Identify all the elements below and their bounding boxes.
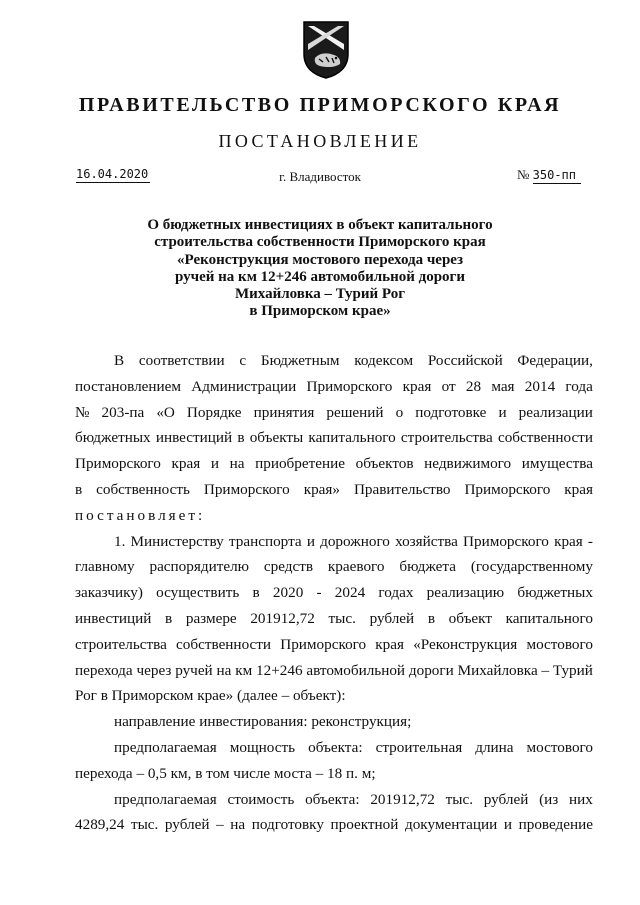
body-word: Приморского <box>280 635 367 653</box>
body-word: на <box>230 816 246 834</box>
body-line <box>75 735 593 761</box>
body-word: дорожного <box>320 532 390 550</box>
body-word: предполагаемая <box>114 790 217 808</box>
body-word: мостового <box>526 635 593 653</box>
body-word: главному <box>75 558 135 576</box>
body-word: осуществить <box>156 584 240 602</box>
heading-line: О бюджетных инвестициях в объект капитального <box>147 217 493 233</box>
body-word: Приморского <box>463 532 549 550</box>
body-word: имущества <box>521 455 593 473</box>
document-heading <box>110 217 530 321</box>
heading-line: в Приморском крае» <box>249 303 391 320</box>
body-line <box>75 658 593 684</box>
body-word: года <box>565 377 593 395</box>
body-word: края <box>402 377 432 395</box>
body-word: Администрации <box>191 377 297 395</box>
body-word: Приморского <box>75 455 161 473</box>
body-word: в <box>252 584 260 602</box>
body-line <box>75 761 593 787</box>
body-line <box>75 709 593 735</box>
body-word: капитального <box>308 429 396 447</box>
body-word: края <box>375 635 404 653</box>
body-word: соответствии <box>138 352 225 369</box>
heading-line: Михайловка – Турий Рог <box>234 286 406 303</box>
body-word: объекты <box>249 429 304 447</box>
body-word: рублей <box>369 609 415 627</box>
heading-line: «Реконструкция мостового перехода через <box>177 251 463 268</box>
body-word: документации <box>404 816 498 834</box>
document-date: 16.04.2020 <box>76 167 149 181</box>
body-word: Федерации, <box>517 352 593 369</box>
body-word: 28 <box>465 377 482 395</box>
body-word: края <box>564 480 593 498</box>
body-word: Приморского <box>464 480 551 498</box>
body-word: на <box>216 661 232 679</box>
heading-line: строительства собственности Приморского края <box>154 234 486 251</box>
body-word: Министерству <box>130 532 224 550</box>
body-line <box>75 400 593 426</box>
document-city: г. Владивосток <box>279 169 361 184</box>
body-word: объекта: <box>308 738 363 756</box>
body-word: с <box>239 352 247 369</box>
body-word: проектной <box>330 816 399 834</box>
body-word: Приморского <box>203 480 290 498</box>
body-word: Приморского <box>306 377 393 395</box>
body-word: реализации <box>518 403 593 421</box>
body-word: 1. <box>114 532 126 550</box>
document-number <box>517 167 581 184</box>
body-word: «Реконструкция <box>413 635 518 653</box>
coat-of-arms-icon <box>300 20 352 80</box>
body-word: бюджетных <box>517 584 593 602</box>
document-type: ПОСТАНОВЛЕНИЕ <box>218 131 422 151</box>
body-word: предполагаемая <box>114 738 217 756</box>
body-word: кодексом <box>354 352 414 369</box>
body-word: них <box>569 790 593 808</box>
body-word: перехода – 0,5 км, в том числе моста – 18 п. м; <box>75 764 376 782</box>
body-word: 2024 <box>334 584 366 602</box>
body-word: – <box>541 661 550 679</box>
body-word: размере <box>185 609 237 627</box>
body-word: Правительство <box>353 480 451 498</box>
body-line <box>75 477 593 503</box>
body-line <box>75 632 593 658</box>
body-word: в <box>427 609 435 627</box>
body-word: Михайловка <box>457 661 538 679</box>
body-word: края <box>171 455 201 473</box>
heading-line: ручей на км 12+246 автомобильной дороги <box>175 268 465 285</box>
body-word: 2014 <box>524 377 556 395</box>
body-word: средств <box>263 558 314 576</box>
body-word: – <box>216 816 224 834</box>
body-word: бюджета <box>399 558 456 576</box>
body-word: инвестиций <box>155 429 233 447</box>
body-word: постановляет: <box>75 506 206 524</box>
body-word: Турий <box>552 661 593 679</box>
body-line <box>75 451 593 477</box>
body-line <box>75 425 593 451</box>
body-word: края» <box>303 480 340 498</box>
body-word: - <box>316 584 322 602</box>
body-word: рублей <box>483 790 529 808</box>
body-word: объектов <box>355 455 414 473</box>
body-word: 12+246 <box>256 661 303 679</box>
body-word: (государственному <box>470 558 593 576</box>
body-word: автомобильной <box>306 661 406 679</box>
body-word: в <box>75 480 83 498</box>
body-word: строительная <box>375 738 463 756</box>
body-word: от <box>441 377 456 395</box>
body-word: В <box>114 352 125 369</box>
body-word: 203-па <box>101 403 145 421</box>
body-word: Российской <box>427 352 503 369</box>
body-word: Рог в Приморском крае» (далее – объект): <box>75 687 346 705</box>
body-line <box>75 787 593 813</box>
government-title: ПРАВИТЕЛЬСТВО ПРИМОРСКОГО КРАЯ <box>78 94 562 116</box>
body-word: строительства <box>400 429 493 447</box>
body-word: мая <box>491 377 515 395</box>
body-word: перехода <box>75 661 133 679</box>
body-word: через <box>136 661 172 679</box>
body-word: мощность <box>229 738 296 756</box>
body-word: проведение <box>518 816 593 834</box>
body-word: мостового <box>526 738 593 756</box>
body-word: на <box>229 455 245 473</box>
body-word: в <box>237 429 245 447</box>
body-word: объекта: <box>305 790 360 808</box>
body-word: о <box>395 403 404 421</box>
body-word: рублей <box>164 816 210 834</box>
body-word: в <box>165 609 173 627</box>
body-line <box>75 348 593 374</box>
body-word: собственности <box>176 635 272 653</box>
body-word: ручей <box>175 661 213 679</box>
body-word: тыс. <box>445 790 474 808</box>
body-word: Порядке <box>186 403 242 421</box>
body-word: краевого <box>327 558 385 576</box>
body-word: (из <box>539 790 559 808</box>
body-word: реализацию <box>426 584 505 602</box>
body-word: объект <box>448 609 492 627</box>
body-word: инвестиций <box>75 609 152 627</box>
body-word: собственности <box>497 429 593 447</box>
body-word: строительства <box>75 635 167 653</box>
body-word: капитального <box>505 609 593 627</box>
body-word: приобретение <box>255 455 345 473</box>
body-word: направление инвестирования: реконструкция; <box>114 713 412 731</box>
number-value: 350-пп <box>533 168 581 184</box>
body-word: собственность <box>96 480 190 498</box>
body-line <box>75 812 593 838</box>
body-word: транспорта <box>228 532 302 550</box>
body-word: длина <box>475 738 514 756</box>
body-word: распорядителю <box>149 558 250 576</box>
number-label: № <box>517 167 530 182</box>
body-word: подготовку <box>251 816 324 834</box>
body-line <box>75 503 593 529</box>
body-word: 4289,24 <box>75 816 125 834</box>
body-word: годах <box>378 584 414 602</box>
body-word: края <box>554 532 583 550</box>
body-word: тыс. <box>328 609 356 627</box>
body-line <box>75 683 593 709</box>
body-word: заказчику) <box>75 584 143 602</box>
body-word: бюджетных <box>75 429 151 447</box>
body-word: решений <box>326 403 384 421</box>
body-word: дороги <box>408 661 454 679</box>
document-body <box>75 348 593 838</box>
body-line <box>75 529 593 555</box>
body-line <box>75 554 593 580</box>
body-line <box>75 580 593 606</box>
body-word: стоимость <box>227 790 295 808</box>
body-line <box>75 374 593 400</box>
body-word: постановлением <box>75 377 182 395</box>
body-word: тыс. <box>130 816 159 834</box>
body-word: 201912,72 <box>370 790 435 808</box>
body-word: принятия <box>253 403 315 421</box>
body-word: № <box>75 403 90 421</box>
body-word: «О <box>156 403 175 421</box>
body-word: хозяйства <box>395 532 458 550</box>
body-word: подготовке <box>415 403 487 421</box>
body-word: км <box>235 661 253 679</box>
body-word: и <box>498 403 507 421</box>
body-word: и <box>306 532 315 550</box>
body-word: и <box>210 455 219 473</box>
body-word: и <box>503 816 513 834</box>
body-word: 201912,72 <box>250 609 315 627</box>
body-word: Бюджетным <box>260 352 340 369</box>
body-word: недвижимого <box>424 455 512 473</box>
body-word: 2020 <box>272 584 304 602</box>
body-line <box>75 606 593 632</box>
body-word: - <box>587 532 593 550</box>
